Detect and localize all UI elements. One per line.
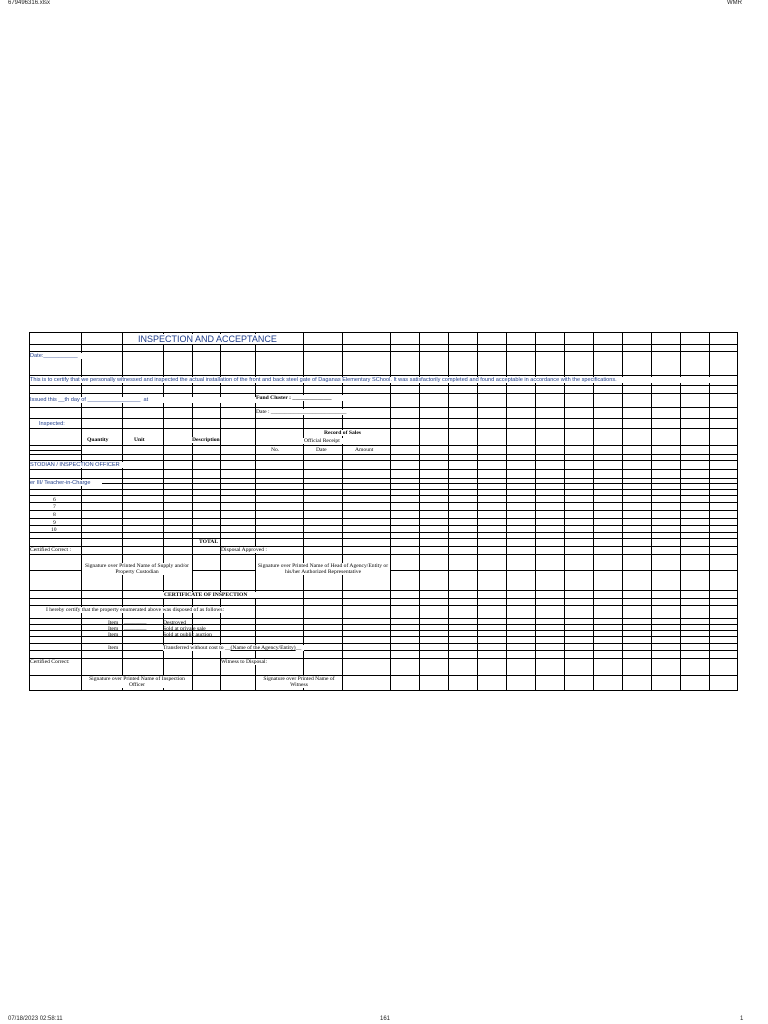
page-number: 1 [740,1016,744,1022]
record-of-sales: Record of Sales [304,430,381,436]
item-blank: ________ [124,619,147,625]
sheet-name: WMR [727,0,742,6]
col-description: Description [192,437,220,443]
col-quantity: Quantity [87,437,109,443]
col-unit: Unit [134,437,145,443]
item-label: Item [108,645,119,651]
custodian-label: STODIAN / INSPECTION OFFICER [30,462,126,468]
footer-center: 161 [380,1016,391,1022]
transferred-text: Transferred without cost to [163,645,224,651]
footer-timestamp: 07/18/2023 02:58:11 [8,1016,63,1022]
row-number: 8 [53,512,56,518]
col-no: No. [271,447,280,453]
witness-label: Witness to Disposal: [221,659,268,665]
col-amount: Amount [355,447,374,453]
signature-witness: Signature over Printed Name of Witness [256,676,342,688]
inspected-label: Inspected: [39,421,69,427]
signature-supply-custodian: Signature over Printed Name of Supply and/or Property Custodian [82,563,192,575]
fund-cluster-label: Fund Cluster : [256,395,292,401]
signature-head-of-agency: Signature over Printed Name of Head of Agency/Entity or his/her Authorized Representative [257,563,389,575]
disposal-approved-label: Disposal Approved : [221,547,267,553]
item-blank: ________ [124,625,147,631]
date-label: Date:___________ [30,353,82,359]
date-label-text: Date: [30,353,44,359]
item-label: Item [108,632,119,638]
certificate-certified-correct: Certified Correct: [30,659,70,665]
issued-line: Issued this __th day of _________________ at [30,397,258,403]
total-label: TOTAL [199,539,219,545]
item-value: Sold at public auction [163,632,212,638]
date2-label: Date : [256,409,270,415]
issued-text: Issued this __th day of [30,397,86,403]
item-label: Item [108,626,119,632]
row-number: 7 [53,504,56,510]
date2-line: Date : ___________________________ [256,409,390,415]
agency-blank: (Name of the Agency/Entity) [230,645,296,651]
signature-inspection-officer: Signature over Printed Name of Inspection Officer [82,676,192,688]
item-value: Transferred without cost to __(Name of the Agency/Entity)__ [163,645,304,651]
official-receipt: Official Receipt [300,438,344,444]
item-label: Item [108,620,119,626]
form-title: INSPECTION AND ACCEPTANCE [138,334,277,344]
row-number: 6 [53,497,56,503]
fund-cluster: Fund Cluster : ______________ [256,395,344,401]
item-value: Destroyed [163,620,186,626]
row-number: 9 [53,520,56,526]
certify-disposal-line: I hereby certify that the property enumerated above was disposed of as follows: [46,607,228,613]
row-number: 10 [51,527,57,533]
col-date: Date [316,447,327,453]
file-name: 679496316.xlsx [8,0,51,6]
certify-statement: This is to certify that we personally witnessed and inspected the actual installation of the front and back steel gate of Daganas Elementary SChool. It was satisfactorily completed and found acceptable in accordance with the specifications. [30,377,737,383]
certified-correct-label: Certified Correct : [30,547,72,553]
issued-at: at [143,397,149,403]
teacher-label: er III/ Teacher-in-Charge [30,480,102,486]
certificate-title: CERTIFICATE OF INSPECTION [150,592,261,598]
item-value: Sold at private sale [163,626,206,632]
inspection-form-sheet [29,332,738,691]
